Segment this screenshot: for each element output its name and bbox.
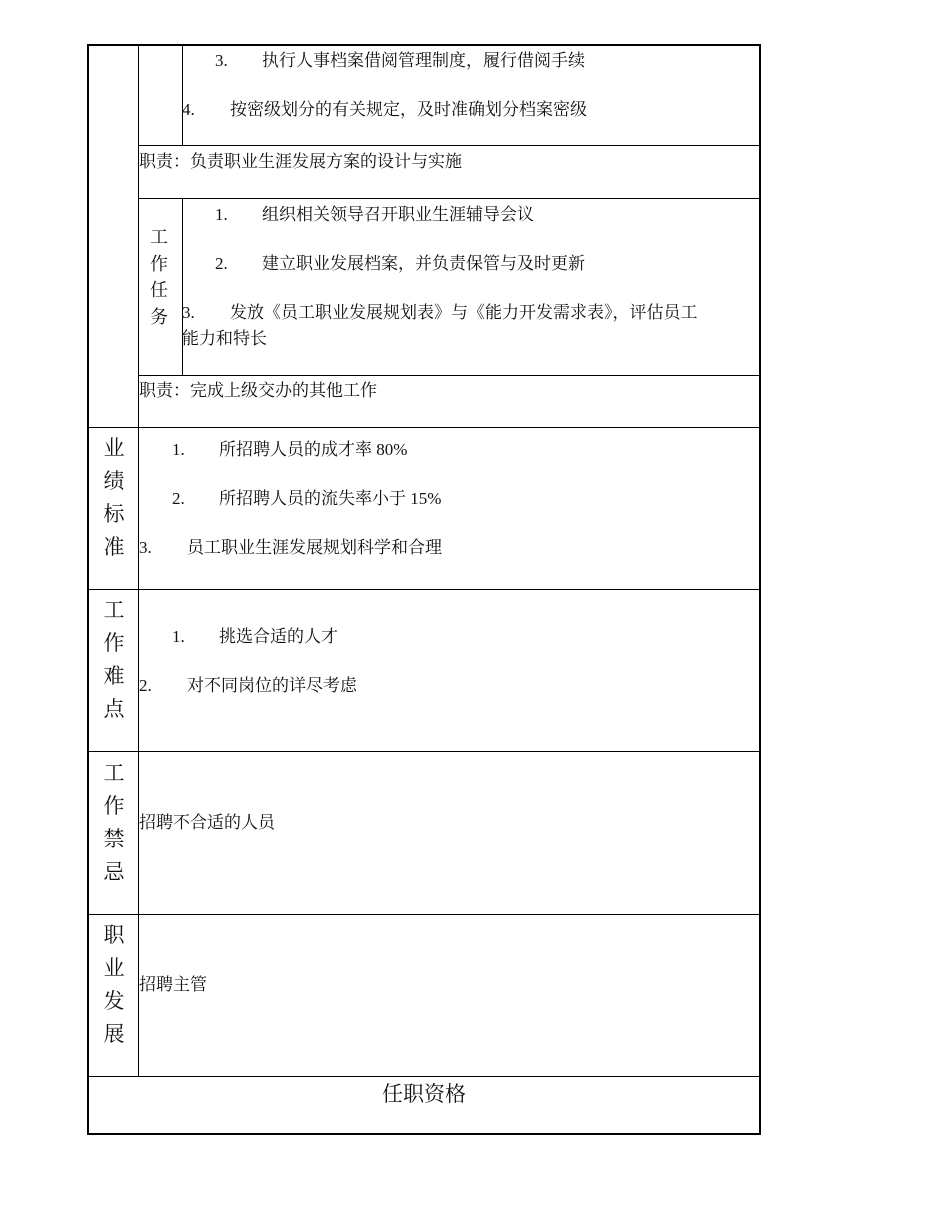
item-number: 1. (172, 627, 185, 646)
item-number: 1. (215, 205, 228, 224)
section-text: 招聘主管 (139, 975, 207, 994)
item-number: 2. (139, 676, 152, 695)
section-label: 工 作 难 点 (103, 598, 125, 721)
item-text: 组织相关领导召开职业生涯辅导会议 (262, 205, 534, 224)
item-text: 员工职业生涯发展规划科学和合理 (187, 538, 442, 557)
section-label: 工 作 禁 忌 (103, 761, 125, 884)
item-text: 执行人事档案借阅管理制度，履行借阅手续 (262, 51, 585, 70)
duty-row: 职责：完成上级交办的其他工作 (139, 381, 377, 400)
item-text: 所招聘人员的成才率 80% (219, 440, 408, 459)
item-text: 对不同岗位的详尽考虑 (187, 676, 357, 695)
task-label: 工 作 任 务 (150, 227, 168, 327)
item-text: 建立职业发展档案，并负责保管与及时更新 (262, 254, 585, 273)
item-text: 所招聘人员的流失率小于 15% (219, 489, 442, 508)
item-number: 2. (215, 254, 228, 273)
item-number: 1. (172, 440, 185, 459)
item-number: 2. (172, 489, 185, 508)
section-text: 招聘不合适的人员 (139, 813, 275, 832)
item-number: 3. (215, 51, 228, 70)
duty-row: 职责：负责职业生涯发展方案的设计与实施 (139, 152, 462, 171)
qualification-header: 任职资格 (382, 1082, 466, 1106)
item-text: 发放《员工职业发展规划表》与《能力开发需求表》，评估员工 (230, 303, 698, 322)
item-text: 挑选合适的人才 (219, 627, 338, 646)
section-label: 职 业 发 展 (103, 923, 125, 1046)
item-number: 3. (182, 303, 195, 322)
item-number: 3. (139, 538, 152, 557)
section-label: 业 绩 标 准 (103, 436, 125, 559)
item-text: 按密级划分的有关规定，及时准确划分档案密级 (230, 100, 587, 119)
item-text-continued: 能力和特长 (182, 329, 267, 348)
item-number: 4. (182, 100, 195, 119)
